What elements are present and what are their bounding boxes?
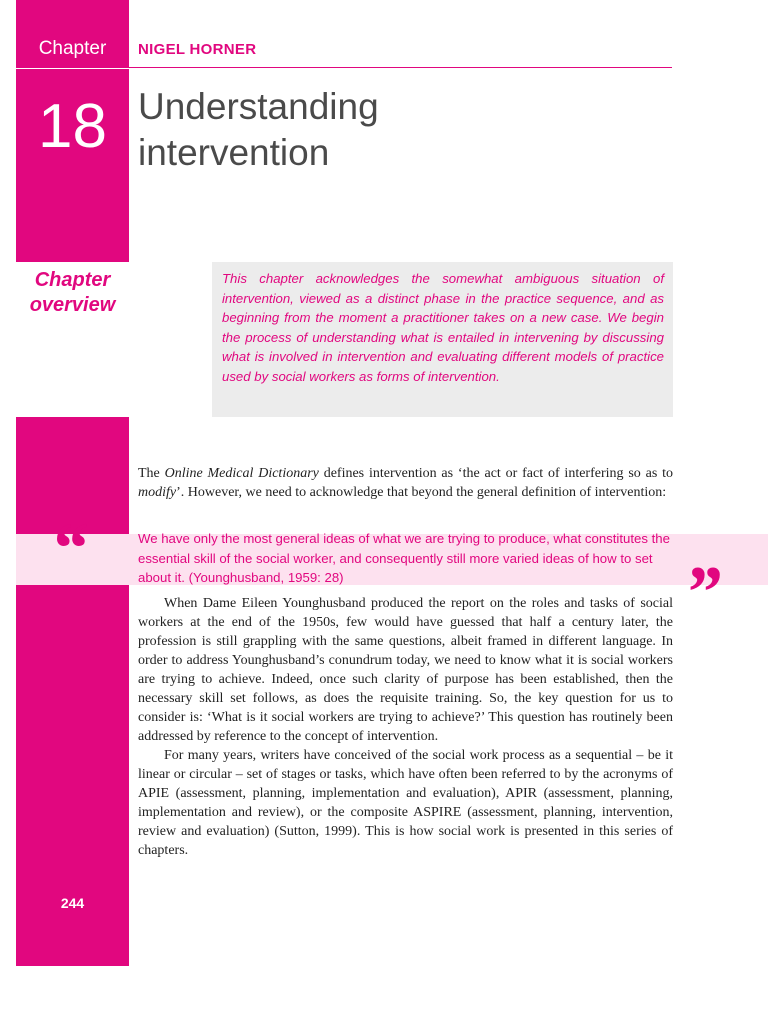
overview-heading-line2: overview xyxy=(29,294,116,316)
author-name: NIGEL HORNER xyxy=(138,41,257,58)
chapter-divider xyxy=(16,68,129,69)
chapter-sidebar-bottom xyxy=(16,417,129,966)
emphasis-italic: modify xyxy=(138,485,177,500)
chapter-title-line1: Understanding xyxy=(138,86,379,127)
block-quote: We have only the most general ideas of what we are trying to produce, what constitutes the essential skill of the social worker, and consequently still more varied ideas of how to set about it. (Younghusband, 1959: 28) xyxy=(138,531,670,585)
body-text-run: ’. However, we need to acknowledge that beyond the general definition of intervention: xyxy=(176,485,667,500)
header-divider xyxy=(129,67,672,68)
body-paragraph-2: When Dame Eileen Younghusband produced the report on the roles and tasks of social workers at the end of the 1950s, few would have guessed that half a century later, the profession is still grappling with the same questions, albeit framed in different language. In order to address Younghusband’s conundrum today, we need to know what it is social workers are trying to achieve. Indeed, once such clarity of purpose has been established, then the necessary skill set follows, as does the requisite training. So, the key question for us to consider is: ‘What is it social workers are trying to achieve?’ This question has routinely been addressed by reference to the concept of intervention. xyxy=(138,596,673,744)
chapter-title-line2: intervention xyxy=(138,132,330,173)
chapter-title xyxy=(138,84,658,176)
book-title-italic: Online Medical Dictionary xyxy=(164,466,319,481)
overview-text: This chapter acknowledges the somewhat ambiguous situation of intervention, viewed as a distinct phase in the practice sequence, and as beginning from the moment a practitioner takes on a new case. We begin the process of understanding what is entailed in intervening by discussing what is involved in intervention and evaluating different models of practice used by social workers as forms of intervention. xyxy=(222,271,664,384)
body-paragraphs xyxy=(138,594,673,860)
body-paragraph-1 xyxy=(138,464,673,502)
overview-heading-line1: Chapter xyxy=(34,269,111,291)
page-number: 244 xyxy=(60,895,85,911)
body-paragraph-3: For many years, writers have conceived of the social work process as a sequential – be it linear or circular – set of stages or tasks, which have often been referred to by the acronyms of APIE (assessment, planning, implementation and evaluation), APIR (assessment, planning, implementation and review), or the composite ASPIRE (assessment, planning, intervention, review and evaluation) (Sutton, 1999). This is how social work is presented in this series of chapters. xyxy=(138,748,673,858)
overview-heading xyxy=(16,268,129,318)
chapter-number: 18 xyxy=(38,92,107,161)
chapter-label: Chapter xyxy=(38,38,107,59)
body-text-run: defines intervention as ‘the act or fact of interfering so as to xyxy=(318,466,673,481)
open-quote-mark: “ xyxy=(50,508,87,590)
body-text-run: The xyxy=(138,466,165,481)
close-quote-mark: ” xyxy=(684,552,721,634)
